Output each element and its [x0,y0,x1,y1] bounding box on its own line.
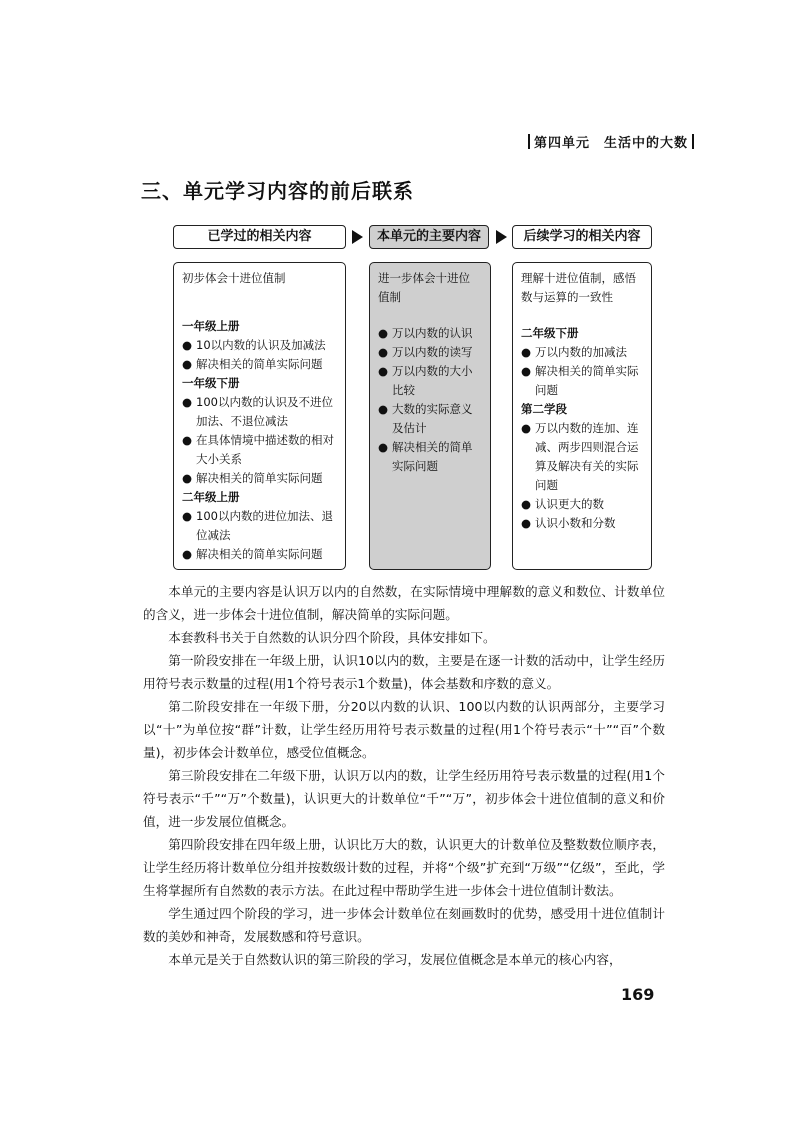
list-item-cont: 减、两步四则混合运 [535,440,639,454]
grade-label: 一年级下册 [182,376,240,390]
list-item: ● 解决相关的简单实际问题 [182,357,323,371]
paragraph: 第一阶段安排在一年级上册，认识10以内的数，主要是在逐一计数的活动中，让学生经历用符号表示数量的过程(用1个符号表示1个数量)，体会基数和序数的意义。 [143,653,665,691]
list-item-cont: 位减法 [196,528,231,542]
list-item-cont: 实际问题 [392,459,438,473]
section-title: 三、单元学习内容的前后联系 [141,179,414,203]
paragraph: 本单元的主要内容是认识万以内的自然数，在实际情境中理解数的意义和数位、计数单位的含义，进一步体会十进位值制，解决简单的实际问题。 [143,584,665,622]
paragraph: 第三阶段安排在二年级下册，认识万以内的数，让学生经历用符号表示数量的过程(用1个符号表示“千”“万”个数量)，认识更大的计数单位“千”“万”，初步体会十进位值制的意义和价值，进一步发展位值概念。 [143,768,665,829]
paragraph: 第四阶段安排在四年级上册，认识比万大的数，认识更大的计数单位及整数数位顺序表，让学生经历将计数单位分组并按数级计数的过程，并将“个级”扩充到“万级”“亿级”，至此，学生将掌握所有自然数的表示方法。在此过程中帮助学生进一步体会十进位值制计数法。 [143,837,665,898]
list-item-cont: 比较 [392,383,415,397]
column-intro: 初步体会十进位值制 [182,271,286,285]
list-item-cont: 及估计 [392,421,427,435]
list-item: ● 10以内数的认识及加减法 [182,338,326,352]
arrow-icon [496,230,507,244]
list-item-cont: 加法、不退位减法 [196,414,288,428]
column-intro-cont: 值制 [378,290,401,304]
divider [692,134,694,149]
list-item: ● 100以内数的认识及不进位 [182,395,333,409]
column-current [369,262,491,570]
list-item: ● 在具体情境中描述数的相对 [182,433,334,447]
grade-label: 二年级上册 [182,490,240,504]
page-number: 169 [621,985,655,1004]
paragraph: 学生通过四个阶段的学习，进一步体会计数单位在刻画数时的优势，感受用十进位值制计数的美妙和神奇，发展数感和符号意识。 [143,906,665,944]
paragraph: 本单元是关于自然数认识的第三阶段的学习，发展位值概念是本单元的核心内容， [168,952,622,967]
column-future [512,262,652,570]
column-intro: 进一步体会十进位 [378,271,470,285]
divider [528,134,530,149]
header-future: 后续学习的相关内容 [512,225,652,249]
column-intro-cont: 数与运算的一致性 [521,290,613,304]
list-item-cont: 大小关系 [196,452,242,466]
list-item: ● 解决相关的简单实际问题 [182,471,323,485]
column-intro: 理解十进位值制，感悟 [521,271,636,285]
list-item-cont: 算及解决有关的实际 [535,459,639,473]
list-item: ● 解决相关的简单 [378,440,473,454]
list-item: ● 100以内数的进位加法、退 [182,509,333,523]
grade-label: 二年级下册 [521,326,579,340]
list-item: ● 认识小数和分数 [521,516,616,530]
list-item: ● 解决相关的简单实际 [521,364,639,378]
arrow-icon [352,230,363,244]
list-item: ● 万以内数的读写 [378,345,473,359]
grade-label: 一年级上册 [182,319,240,333]
running-head [524,132,698,151]
column-learned [173,262,346,570]
paragraph: 第二阶段安排在一年级下册，分20以内数的认识、100以内数的认识两部分，主要学习以“十”为单位按“群”计数，让学生经历用符号表示数量的过程(用1个符号表示“十”“百”个数量)，初步体会计数单位，感受位值概念。 [143,699,665,760]
list-item-cont: 问题 [535,383,558,397]
list-item: ● 大数的实际意义 [378,402,473,416]
body-text [143,580,665,971]
header-current: 本单元的主要内容 [369,225,489,249]
paragraph: 本套教科书关于自然数的认识分四个阶段，具体安排如下。 [168,630,496,645]
list-item: ● 万以内数的认识 [378,326,473,340]
list-item: ● 解决相关的简单实际问题 [182,547,323,561]
header-learned: 已学过的相关内容 [173,225,346,249]
list-item: ● 认识更大的数 [521,497,604,511]
list-item: ● 万以内数的加减法 [521,345,627,359]
list-item: ● 万以内数的大小 [378,364,473,378]
grade-label: 第二学段 [521,402,567,416]
list-item: ● 万以内数的连加、连 [521,421,639,435]
running-head-text: 第四单元 生活中的大数 [533,136,688,151]
list-item-cont: 问题 [535,478,558,492]
